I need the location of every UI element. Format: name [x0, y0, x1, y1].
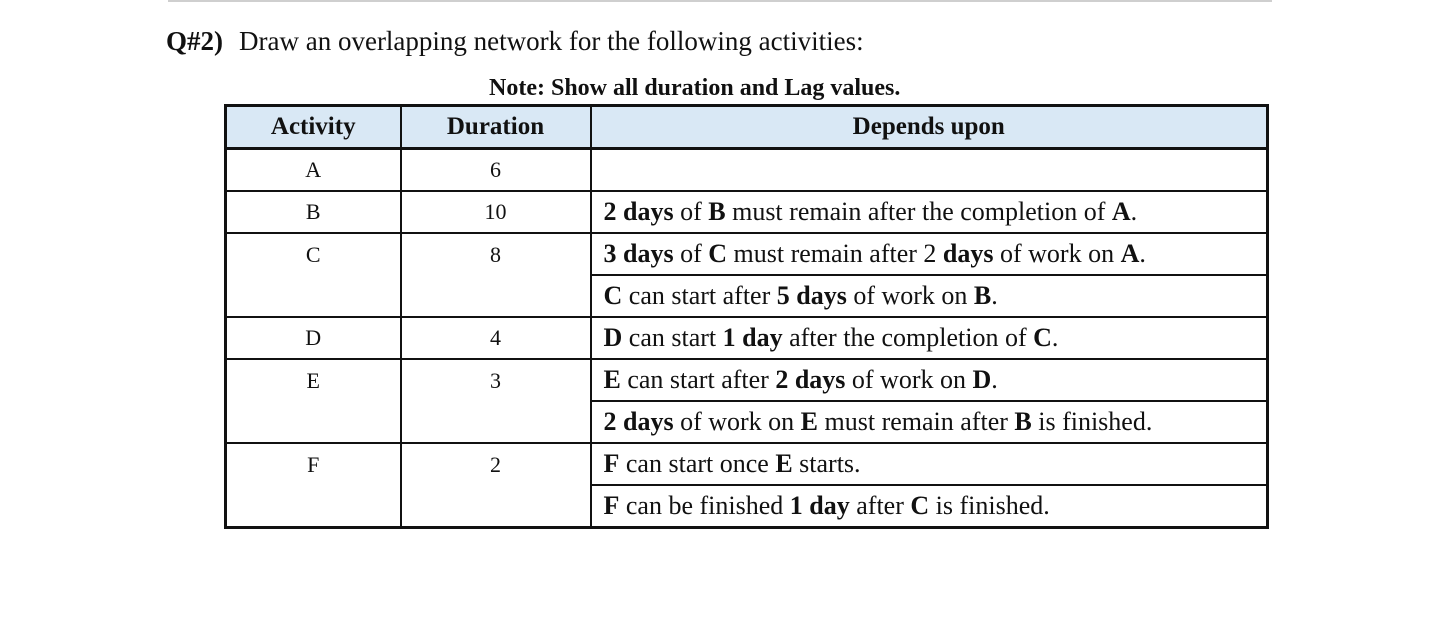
- bold-term: D: [603, 323, 623, 352]
- text-segment: .: [1051, 323, 1059, 352]
- header-activity: Activity: [226, 106, 401, 149]
- bold-term: F: [603, 449, 620, 478]
- text-segment: .: [991, 281, 998, 310]
- duration-cell: 3: [401, 359, 591, 401]
- top-rule: [168, 0, 1272, 2]
- bold-term: D: [972, 365, 992, 394]
- activity-table: [224, 104, 1269, 529]
- table-row: [226, 401, 1268, 443]
- table-row: [226, 359, 1268, 401]
- table-header-row: [226, 106, 1268, 149]
- text-segment: of work on: [846, 281, 974, 310]
- table-row: [226, 485, 1268, 528]
- question-number: Q#2): [166, 26, 223, 56]
- text-segment: can start after: [622, 281, 777, 310]
- duration-cell: [401, 485, 591, 528]
- text-segment: of work on: [845, 365, 973, 394]
- activity-cell: A: [226, 149, 401, 192]
- text-segment: after the completion of: [782, 323, 1034, 352]
- text-segment: must remain after 2: [727, 239, 943, 268]
- bold-term: 2 days: [603, 197, 674, 226]
- duration-cell: 2: [401, 443, 591, 485]
- note-text: Note: Show all duration and Lag values.: [489, 75, 901, 101]
- text-segment: is finished.: [929, 491, 1050, 520]
- bold-term: days: [942, 239, 994, 268]
- depends-upon-cell: [591, 485, 1268, 528]
- text-segment: must remain after: [818, 407, 1015, 436]
- bold-term: 3 days: [603, 239, 674, 268]
- bold-term: 5 days: [776, 281, 847, 310]
- question-heading: [166, 26, 864, 57]
- bold-term: C: [910, 491, 930, 520]
- table-row: [226, 233, 1268, 275]
- text-segment: of work on: [673, 407, 801, 436]
- bold-term: C: [1033, 323, 1052, 352]
- duration-cell: 8: [401, 233, 591, 275]
- bold-term: C: [603, 281, 623, 310]
- activity-cell: [226, 275, 401, 317]
- text-segment: of: [673, 239, 709, 268]
- depends-upon-cell: [591, 191, 1268, 233]
- duration-cell: [401, 401, 591, 443]
- bold-term: A: [1111, 197, 1131, 226]
- duration-cell: 10: [401, 191, 591, 233]
- depends-upon-cell: [591, 233, 1268, 275]
- depends-upon-cell: [591, 317, 1268, 359]
- activity-cell: B: [226, 191, 401, 233]
- question-prompt: Draw an overlapping network for the following activities:: [239, 26, 864, 56]
- table-row: [226, 275, 1268, 317]
- header-duration: Duration: [401, 106, 591, 149]
- depends-upon-cell: [591, 275, 1268, 317]
- text-segment: can start once: [619, 449, 776, 478]
- activity-cell: D: [226, 317, 401, 359]
- text-segment: is finished.: [1031, 407, 1153, 436]
- text-segment: can start after: [620, 365, 776, 394]
- table-row: [226, 191, 1268, 233]
- table-row: [226, 149, 1268, 192]
- activity-cell: [226, 401, 401, 443]
- text-segment: after: [849, 491, 911, 520]
- text-segment: .: [1139, 239, 1146, 268]
- text-segment: .: [991, 365, 998, 394]
- bold-term: F: [603, 491, 620, 520]
- duration-cell: 4: [401, 317, 591, 359]
- bold-term: 1 day: [722, 323, 783, 352]
- text-segment: of: [673, 197, 709, 226]
- text-segment: .: [1130, 197, 1138, 226]
- activity-cell: C: [226, 233, 401, 275]
- bold-term: E: [603, 365, 621, 394]
- duration-cell: 6: [401, 149, 591, 192]
- text-segment: starts.: [792, 449, 861, 478]
- activity-cell: [226, 485, 401, 528]
- text-segment: of work on: [993, 239, 1121, 268]
- table-row: [226, 317, 1268, 359]
- bold-term: 2 days: [603, 407, 674, 436]
- header-depends-upon: Depends upon: [591, 106, 1268, 149]
- bold-term: A: [1120, 239, 1140, 268]
- depends-upon-cell: [591, 443, 1268, 485]
- bold-term: E: [775, 449, 793, 478]
- bold-term: B: [1014, 407, 1032, 436]
- bold-term: 2 days: [775, 365, 846, 394]
- depends-upon-cell: [591, 359, 1268, 401]
- activity-cell: F: [226, 443, 401, 485]
- text-segment: must remain after the completion of: [725, 197, 1112, 226]
- bold-term: B: [973, 281, 992, 310]
- bold-term: C: [708, 239, 728, 268]
- text-segment: can be finished: [619, 491, 790, 520]
- bold-term: 1 day: [789, 491, 850, 520]
- text-segment: can start: [622, 323, 723, 352]
- depends-upon-cell: [591, 401, 1268, 443]
- bold-term: E: [800, 407, 819, 436]
- duration-cell: [401, 275, 591, 317]
- bold-term: B: [708, 197, 726, 226]
- activity-cell: E: [226, 359, 401, 401]
- depends-upon-cell: [591, 149, 1268, 192]
- table-row: [226, 443, 1268, 485]
